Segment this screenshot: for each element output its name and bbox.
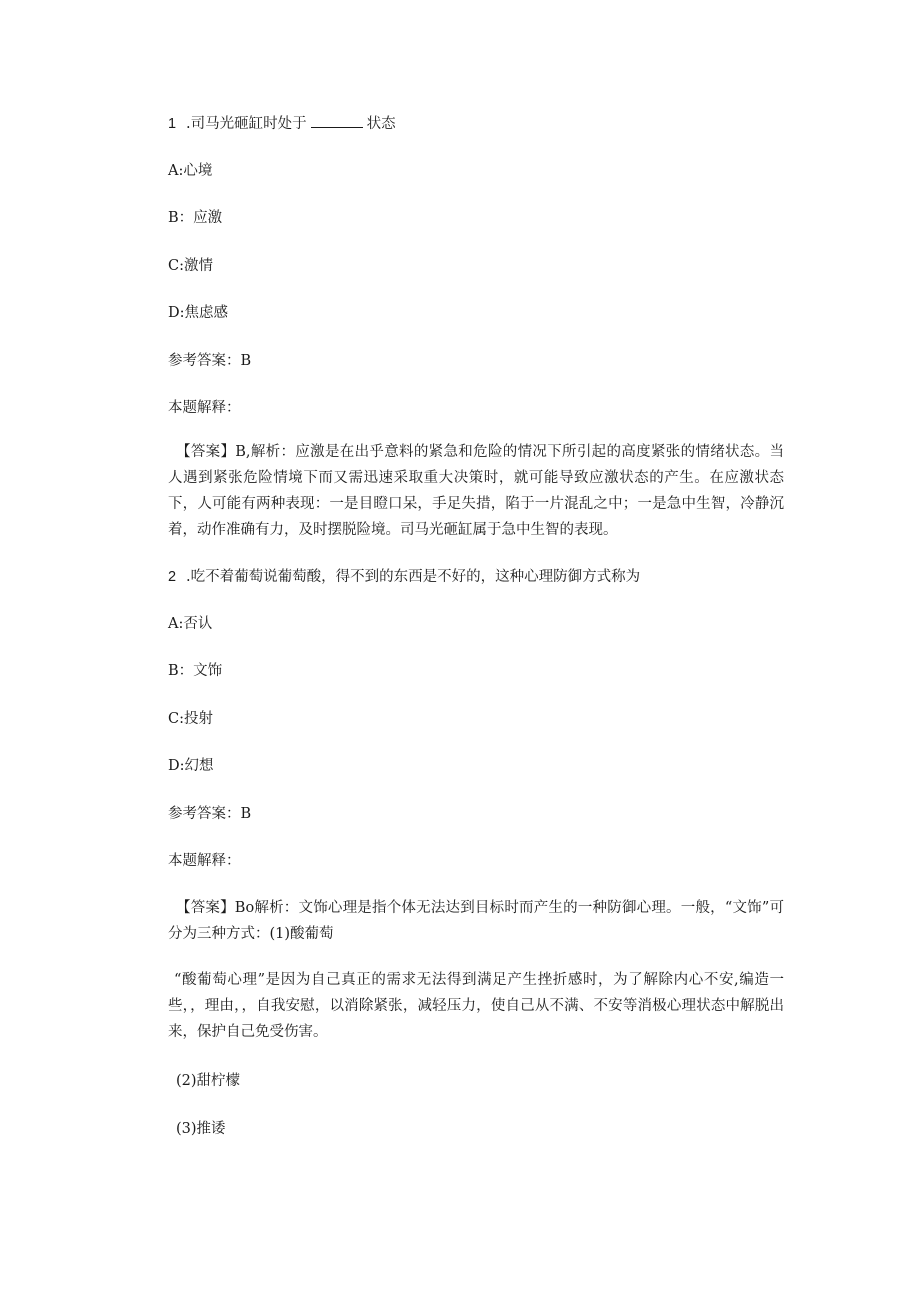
question-2-option-d: D:幻想 [168,758,214,774]
question-1-stem-prefix: .司马光砸缸时处于 [186,116,307,132]
question-2-option-b: B：文饰 [168,663,223,679]
question-1-number: 1 [168,116,177,132]
question-1-explain-label: 本题解释： [168,400,241,416]
question-2-number: 2 [168,569,177,585]
question-2-stem [168,567,640,587]
question-2-explanation: 【答案】Bo解析：文饰心理是指个体无法达到目标时而产生的一种防御心理。一般，“文饰”可分为三种方式：(1)酸葡萄 [168,900,784,942]
question-1-stem-suffix: 状态 [366,116,396,132]
question-2-option-a: A:否认 [168,616,213,632]
question-1-option-a: A:心境 [168,163,213,179]
question-2-stem-text: .吃不着葡萄说葡萄酸，得不到的东西是不好的，这种心理防御方式称为 [186,569,641,585]
question-1-option-c: C:激情 [168,258,213,274]
question-1-option-b: B：应激 [168,210,223,226]
question-2-option-c: C:投射 [168,711,213,727]
answer-blank [311,115,363,128]
question-1-stem [168,114,396,134]
question-2-answer: 参考答案：B [168,806,252,822]
question-1-explanation: 【答案】B,解析：应激是在出乎意料的紧急和危险的情况下所引起的高度紧张的情绪状态。当人遇到紧张危险情境下而又需迅速采取重大决策时，就可能导致应激状态的产生。在应激状态下，人可能有两种表现：一是目瞪口呆，手足失措，陷于一片混乱之中；一是急中生智，冷静沉着，动作准确有力，及时摆脱险境。司马光砸缸属于急中生智的表现。 [168,444,784,538]
question-1-option-d: D:焦虑感 [168,305,229,321]
question-1-answer: 参考答案：B [168,353,252,369]
question-2-explain-label: 本题解释： [168,853,241,869]
question-2-item-2: (2)甜柠檬 [176,1073,241,1089]
question-2-item-3: (3)推诿 [176,1121,226,1137]
question-2-explanation-paragraph: “酸葡萄心理”是因为自己真正的需求无法得到满足产生挫折感时，为了解除内心不安,编造一些，，理由，，自我安慰，以消除紧张，减轻压力，使自己从不满、不安等消极心理状态中解脱出来，保护自己免受伤害。 [168,972,784,1040]
